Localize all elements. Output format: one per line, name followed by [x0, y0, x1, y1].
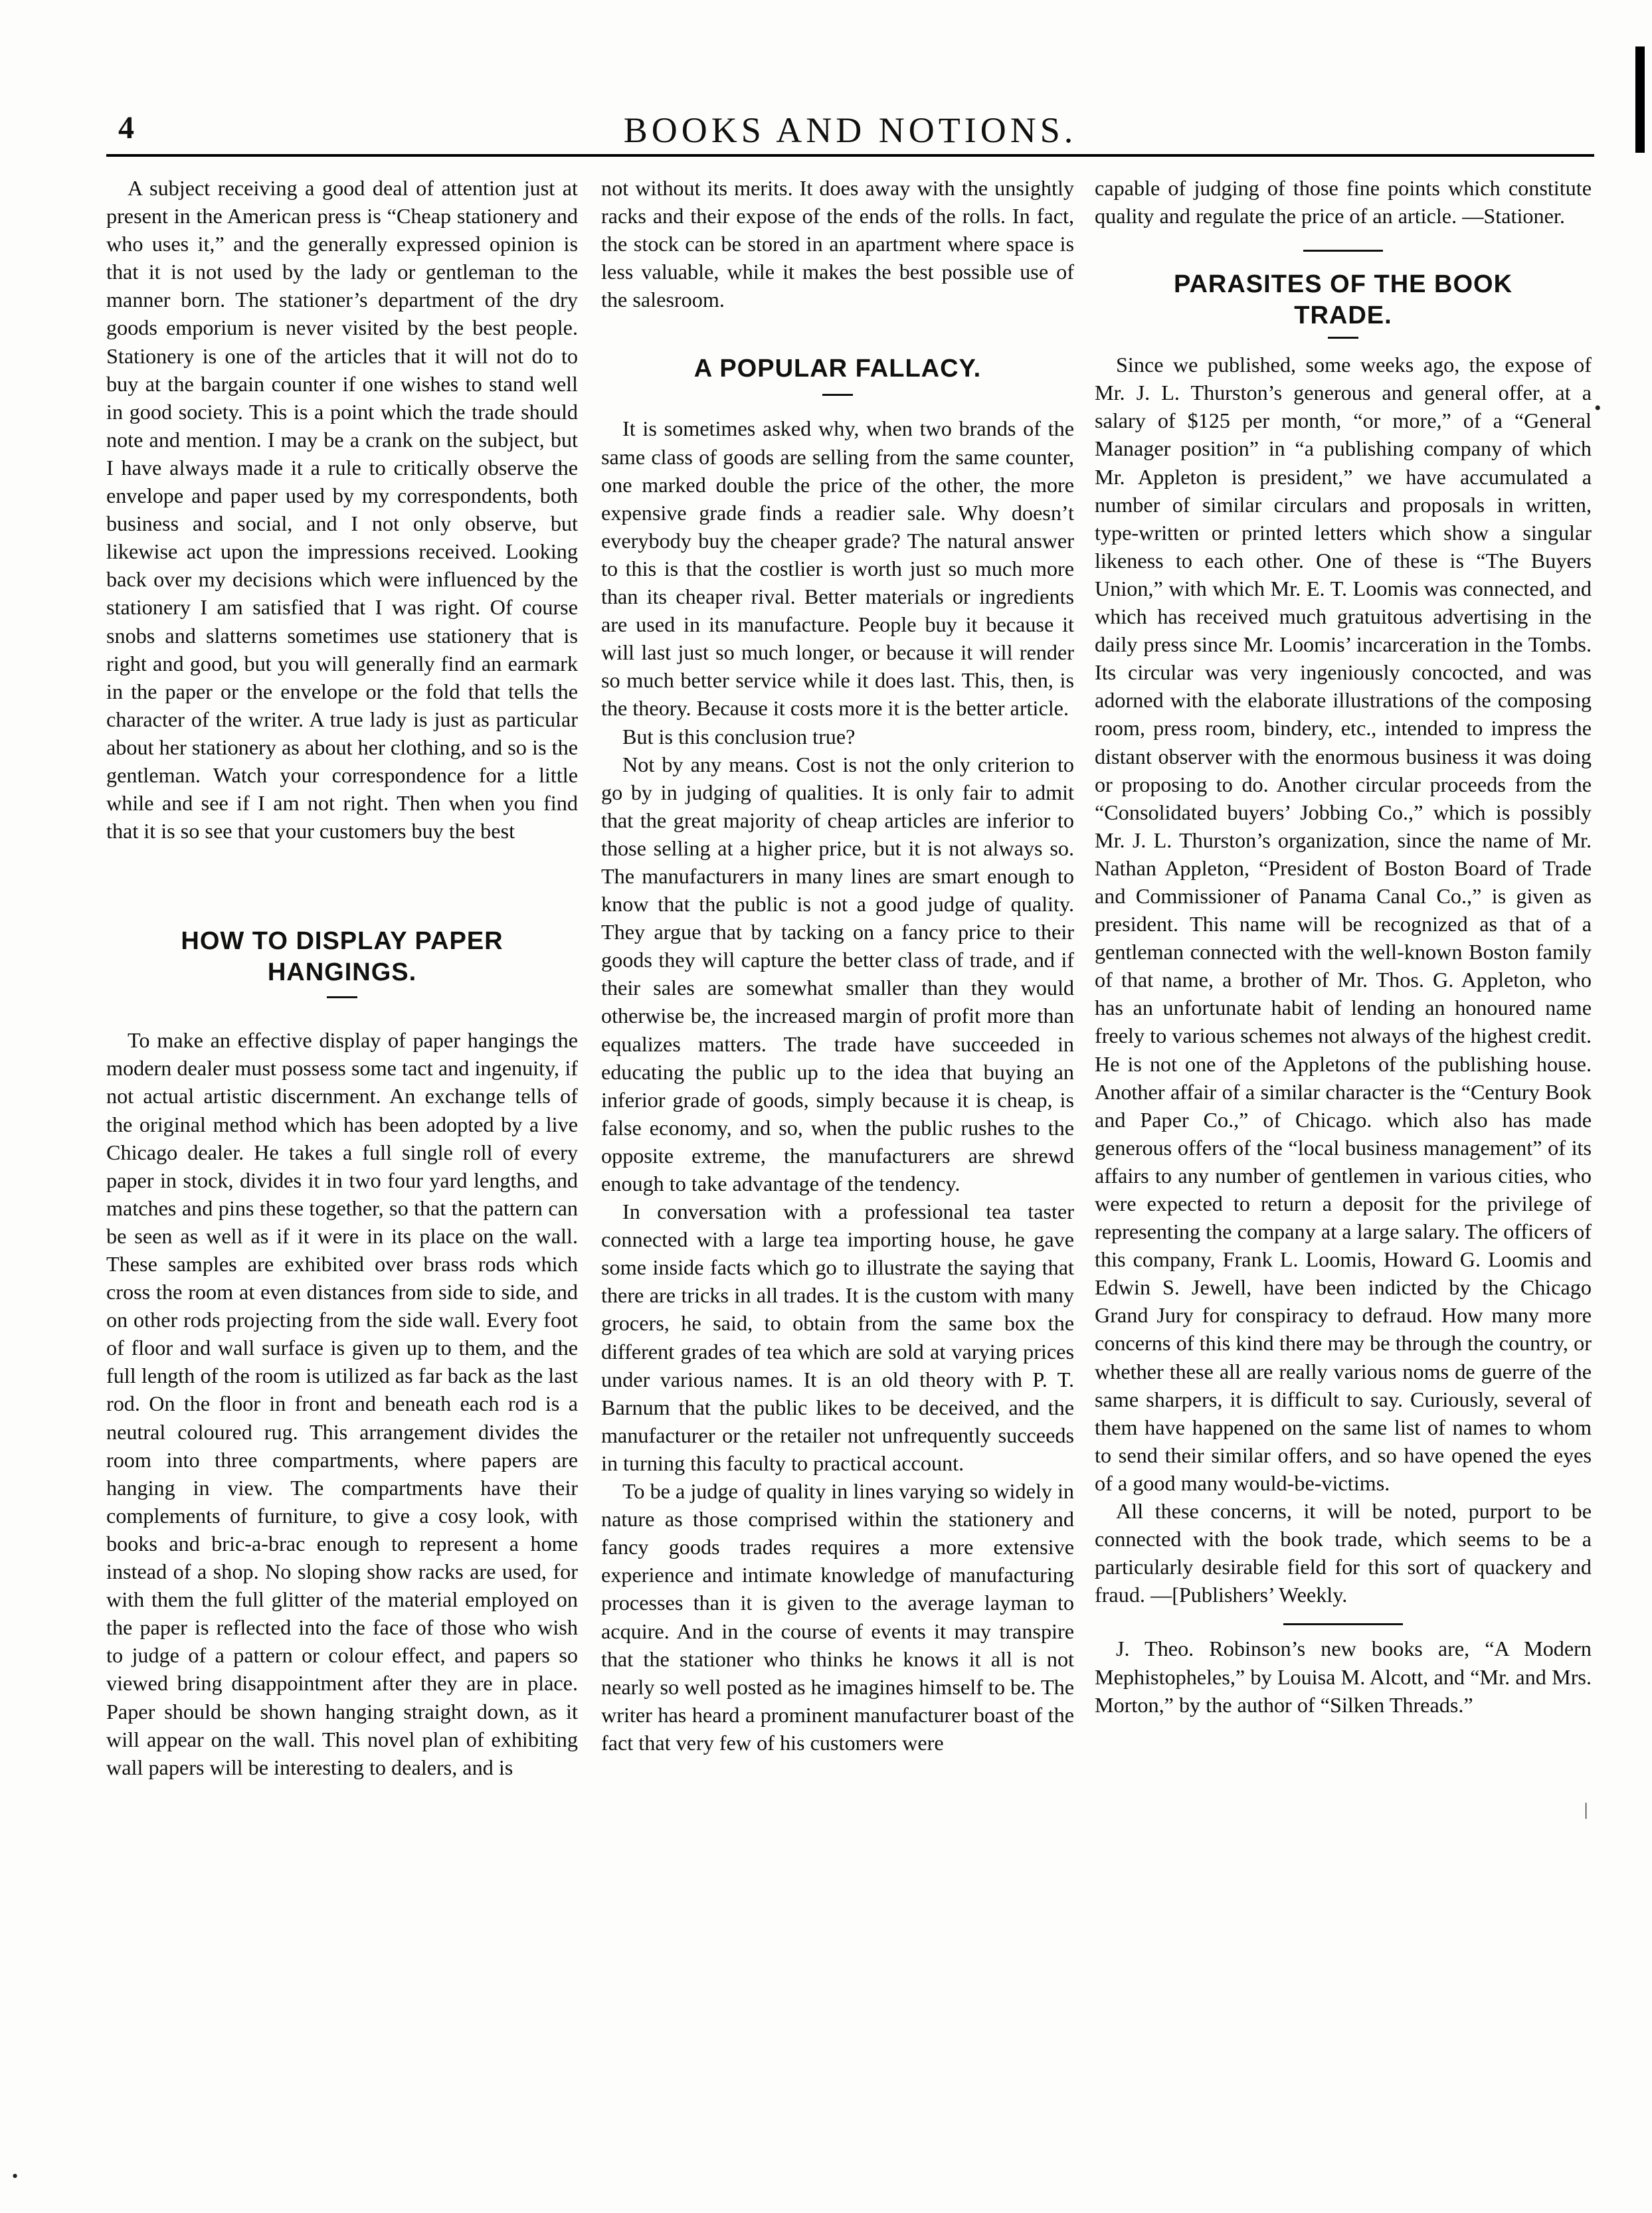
- fallacy-heading: A POPULAR FALLACY.: [693, 355, 982, 383]
- print-speck: •: [1594, 397, 1602, 419]
- fallacy-paragraph: In conversation with a professional tea taster connected with a large tea importing house, he gave some inside facts which go to illustrate the saying that there are tricks in all trades. It is the custom with many grocers, he said, to obtain from the same box the different grades of tea which are sold at varying prices under various names. It is an old theory with P. T. Barnum that the public likes to be deceived, and the manufacturer or the retailer not unfrequently succeeds in turning this faculty to practical account.: [601, 1199, 1074, 1475]
- print-speck: |: [1584, 1800, 1588, 1819]
- print-speck: •: [12, 2167, 19, 2186]
- page-number: 4: [118, 110, 134, 145]
- robinson-note: J. Theo. Robinson’s new books are, “A Modern Mephistopheles,” by Louisa M. Alcott, and “Mr. and Mrs. Morton,” by the author of “Silken Threads.”: [1095, 1637, 1592, 1717]
- parasites-paragraph: All these concerns, it will be noted, purport to be connected with the book trade, which seems to be a particularly desirable field for this sort of quackery and fraud. —[Publishers’ Weekly.: [1095, 1499, 1592, 1607]
- running-title: BOOKS AND NOTIONS.: [623, 110, 1077, 150]
- page-header: [106, 110, 1594, 149]
- fallacy-continuation-text: capable of judging of those fine points which constitute quality and regulate the price of an article.: [1095, 176, 1592, 228]
- fallacy-paragraph: It is sometimes asked why, when two brands of the same class of goods are selling from the same counter, one marked double the price of the other, the more expensive grade finds a readier sale. Why doesn’t everybody buy the cheaper grade? The natural answer to this is that the costlier is worth just so much more than its cheaper rival. Better materials or ingredients are used in its manufacture. People buy it because it will last just so much longer, or because it will render so much better service while it does last. This, then, is the theory. Because it costs more it is the better article.: [601, 416, 1074, 721]
- parasites-heading-line1: PARASITES OF THE BOOK: [1173, 270, 1513, 299]
- column-middle: [601, 174, 1074, 2180]
- stationery-paragraph: A subject receiving a good deal of attention just at present in the American press is “Cheap stationery and who uses it,” and the generally expressed opinion is that it is not used by the lady or gentleman to the manner born. The stationer’s department of the dry goods emporium is never visited by the best people. Stationery is one of the articles that it will not do to buy at the bargain counter if one wishes to stand well in good society. This is a point which the trade should note and mention. I may be a crank on the subject, but I have always made it a rule to critically observe the envelope and paper used by my correspondents, both business and social, and I not only observe, but likewise act upon the impressions received. Looking back over my decisions which were influenced by the stationery I am satisfied that I was right. Of course snobs and slatterns sometimes use stationery that is right and good, but you will generally find an earmark in the paper or the envelope or the fold that tells the character of the writer. A true lady is just as particular about her stationery as about her clothing, and so is the gentleman. Watch your correspondence for a little while and see if I am not right. Then when you find that it is so see that your customers buy the best: [106, 176, 578, 843]
- fallacy-continuation: [1095, 174, 1592, 230]
- display-paragraph: To make an effective display of paper hangings the modern dealer must possess some tact and ingenuity, if not actual artistic discernment. An exchange tells of the original method which has been adopted by a live Chicago dealer. He takes a full single roll of every paper in stock, divides it in two four yard lengths, and matches and pins these together, so that the pattern can be seen as well as if it were in its place on the wall. These samples are exhibited over brass rods which cross the room at even distances from side to side, and on other rods projecting from the side wall. Every foot of floor and wall surface is given up to them, and the full length of the room is utilized as far back as the last rod. On the floor in front and beneath each rod is a neutral coloured rug. This arrangement divides the room into three compartments, where papers are hanging in view. The compartments have their complements of furniture, to give a cosy look, with books and bric-a-brac enough to represent a home instead of a shop. No sloping show racks are used, for with them the full glitter of the material employed on the paper is reflected into the face of those who wish to judge of a pattern or colour effect, and papers so viewed bring disappointment after they are in place. Paper should be shown hanging straight down, as it will appear on the wall. This novel plan of exhibiting wall papers will be interesting to dealers, and is: [106, 1028, 578, 1779]
- fallacy-paragraph: To be a judge of quality in lines varying so widely in nature as those comprised within the stationery and fancy goods trades requires a more extensive experience and intimate knowledge of manufacturing processes than it is given to the average layman to acquire. And in the course of events it may transpire that the stationer who thinks he knows it all is not nearly so well posted as he imagines himself to be. The writer has heard a prominent manufacturer boast of the fact that very few of his customers were: [601, 1479, 1074, 1755]
- column-right: [1095, 174, 1592, 2180]
- display-heading-line2: HANGINGS.: [267, 958, 417, 987]
- scan-edge-bar: [1635, 46, 1645, 153]
- header-rule: [106, 154, 1594, 157]
- parasites-heading: [1095, 269, 1592, 331]
- display-heading: [106, 926, 578, 988]
- display-continuation: not without its merits. It does away with the unsightly racks and their expose of the ends of the rolls. In fact, the stock can be stored in an apartment where space is less valuable, while it makes the best possible use of the salesroom.: [601, 176, 1074, 312]
- fallacy-source: —Stationer.: [1462, 204, 1565, 228]
- parasites-paragraph: Since we published, some weeks ago, the expose of Mr. J. L. Thurston’s generous and general offer, at a salary of $125 per month, “or more,” of a “General Manager position” in “a publishing company of which Mr. Appleton is president,” we have accumulated a number of similar circulars and proposals in written, type-written or printed letters which show a singular likeness to each other. One of these is “The Buyers Union,” with which Mr. E. T. Loomis was connected, and which has received much gratuitous advertising in the daily press since Mr. Loomis’ incarceration in the Tombs. Its circular was very ingeniously concocted, and was adorned with the elaborate illustrations of the composing room, press room, bindery, etc., intended to impress the distant observer with the enormous business it was doing or proposing to do. Another circular proceeds from the “Consolidated buyers’ Jobbing Co.,” which is possibly Mr. J. L. Thurston’s organization, since the name of Mr. Nathan Appleton, “President of Boston Board of Trade and Commissioner of Panama Canal Co.,” is given as president. This name will be recognized as that of a gentleman connected with the well-known Boston family of that name, a brother of Mr. Thos. G. Appleton, who has an unfortunate habit of lending an honoured name freely to various schemes not always of the highest credit. He is not one of the Appletons of the publishing house. Another affair of a similar character is the “Century Book and Paper Co.,” of Chicago. which also has made generous offers of the “local business management” of its affairs to any number of gentlemen in various cities, who were expected to return a deposit for the privilege of representing the company at a large salary. The officers of this company, Frank L. Loomis, Howard G. Loomis and Edwin S. Jewell, have been indicted by the Chicago Grand Jury for conspiracy to defraud. How many more concerns of this kind there may be through the country, or whether these all are really various noms de guerre of the same sharpers, it is difficult to say. Curiously, several of them have happened on the same list of names to whom to send their similar offers, and so have opened the eyes of a good many would-be-victims.: [1095, 353, 1592, 1495]
- fallacy-paragraph: But is this conclusion true?: [622, 724, 856, 749]
- fallacy-paragraph: Not by any means. Cost is not the only criterion to go by in judging of qualities. It is only fair to admit that the great majority of cheap articles are inferior to those selling at a higher price, but it is not always so. The manufacturers in many lines are smart enough to know that the public is not a good judge of quality. They argue that by tacking on a fancy price to their goods they will capture the better class of trade, and if their sales are somewhat smaller than they would otherwise be, the increased margin of profit more than equalizes matters. The trade have succeeded in educating the public up to the idea that buying an inferior grade of goods, simply because it is cheap, is false economy, and so, when the public rushes to the opposite extreme, the manufacturers are shrewd enough to take advantage of the tendency.: [601, 752, 1074, 1195]
- display-heading-line1: HOW TO DISPLAY PAPER: [181, 927, 504, 956]
- column-left: [106, 174, 578, 2180]
- parasites-heading-line2: TRADE.: [1294, 302, 1392, 330]
